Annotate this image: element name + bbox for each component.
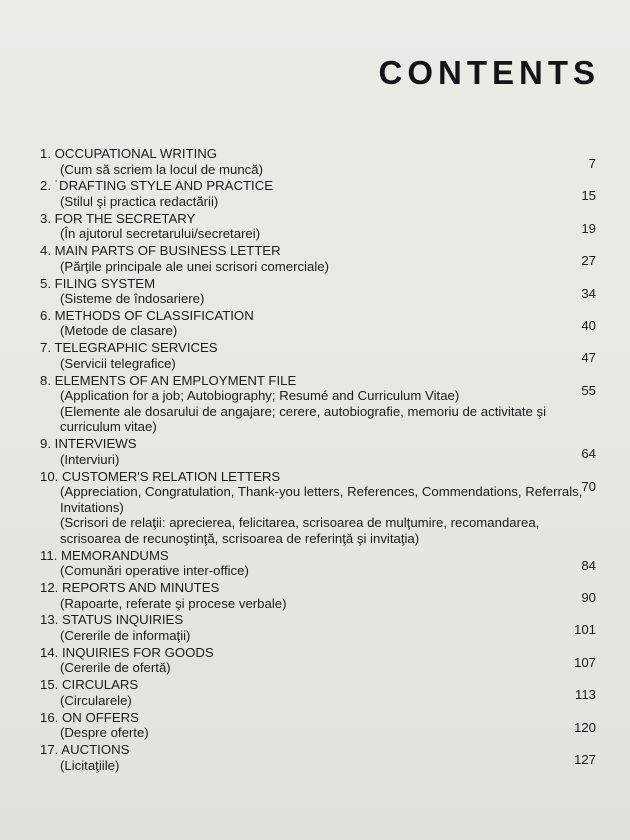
toc-entry-number: 8. [40,372,51,388]
toc-entry-heading [40,436,596,452]
toc-entry [40,710,596,741]
toc-entry [40,178,596,209]
toc-entry-number: 10. [40,468,59,484]
toc-entry-number: 14. [40,644,59,660]
toc-entry-number: 2. [40,178,51,194]
toc-page-number: 90 [581,590,596,606]
toc-entry-number: 7. [40,340,51,356]
toc-entry-number: 12. [40,580,59,596]
toc-entry-title: OCCUPATIONAL WRITING [51,146,218,161]
toc-entry-number: 6. [40,307,51,323]
toc-page-number: 55 [581,382,596,398]
toc-entry [40,612,596,643]
toc-entry-subtitle: (Servicii telegrafice) [60,355,176,371]
toc-entry [40,742,596,773]
toc-entry-title: AUCTIONS [58,741,130,757]
toc-entry-subtitle: (Circularele) [60,692,132,708]
toc-page-number: 7 [588,156,596,171]
toc-entry-subtitle: (Elemente ale dosarului de angajare; cerere, autobiografie, memoriu de activitate şi curriculum vitae) [60,403,547,435]
toc-entry-heading [40,469,596,485]
toc-entry [40,436,596,467]
toc-page-number: 64 [581,446,596,462]
toc-entry-title: REPORTS AND MINUTES [58,580,220,596]
toc-entry [40,677,596,708]
table-of-contents [40,146,596,774]
toc-page-number: 101 [573,622,596,638]
toc-entry-title: FOR THE SECRETARY [51,210,196,226]
toc-entry-title: CIRCULARS [58,677,139,693]
toc-entry-subtitle: (Părţile principale ale unei scrisori comerciale) [60,258,329,274]
toc-page-number: 127 [573,751,596,767]
toc-entry-heading [40,677,596,693]
toc-entry-title: ˙DRAFTING STYLE AND PRACTICE [51,178,274,194]
toc-entry-heading [40,580,596,596]
toc-entry-number: 9. [40,436,51,452]
toc-entry [40,373,596,435]
toc-entry-subtitle: (Scrisori de relaţii: aprecierea, felicitarea, scrisoarea de mulţumire, recomandarea, scrisoarea de recunoştinţă, scrisoarea de referinţă şi invitaţia) [60,515,540,546]
toc-entry-number: 1. [40,146,51,161]
toc-entry [40,308,596,339]
toc-entry-subtitle: (Despre oferte) [60,725,149,741]
toc-entry-title: TELEGRAPHIC SERVICES [51,340,218,356]
toc-entry-heading [40,340,596,356]
toc-page-number: 27 [581,253,596,269]
toc-entry-title: STATUS INQUIRIES [58,612,184,628]
toc-entry-title: INQUIRIES FOR GOODS [58,644,214,660]
toc-entry-heading [40,211,596,227]
toc-page-number: 19 [581,220,596,236]
toc-entry-title: MEMORANDUMS [57,547,169,563]
toc-page-number: 40 [581,317,596,333]
toc-page-number: 113 [574,687,596,703]
toc-entry-title: CUSTOMER'S RELATION LETTERS [58,468,281,484]
toc-entry-title: ELEMENTS OF AN EMPLOYMENT FILE [51,372,297,388]
toc-entry-number: 11. [40,547,58,563]
toc-entry-subtitle: (Metode de clasare) [60,323,178,339]
toc-entry-number: 16. [40,709,59,725]
toc-entry-heading [40,645,596,661]
toc-entry-title: MAIN PARTS OF BUSINESS LETTER [51,243,281,259]
toc-entry-number: 13. [40,612,59,628]
toc-page-number: 34 [581,285,596,301]
toc-entry-subtitle: (Rapoarte, referate şi procese verbale) [60,595,287,611]
toc-page-number: 15 [581,188,596,204]
toc-entry-heading [40,548,596,564]
toc-page-number: 70 [581,478,596,494]
toc-entry [40,548,596,579]
toc-page-number: 107 [573,654,596,670]
toc-entry-subtitle: (Application for a job; Autobiography; Resumé and Curriculum Vitae) [60,388,460,404]
toc-entry-subtitle: (Cum să scriem la locul de muncă) [60,161,264,177]
toc-entry-title: METHODS OF CLASSIFICATION [51,307,254,323]
toc-entry-heading [40,276,596,292]
toc-page-number: 84 [581,557,596,573]
toc-entry-title: INTERVIEWS [51,436,137,452]
toc-entry [40,580,596,611]
toc-entry-subtitle: (Comunări operative inter-office) [60,563,249,579]
toc-entry-number: 15. [40,677,59,693]
toc-page-number: 120 [573,719,596,735]
toc-entry-subtitle: (Stilul şi practica redactării) [60,193,219,209]
page-title: CONTENTS [378,54,600,91]
toc-entry-heading [40,612,596,628]
toc-entry-title: FILING SYSTEM [51,275,156,291]
toc-entry-heading [40,308,596,324]
toc-entry [40,146,596,177]
toc-entry [40,243,596,274]
toc-entry-subtitle: (În ajutorul secretarului/secretarei) [60,226,261,242]
toc-entry-subtitle: (Licitaţiile) [60,757,120,773]
toc-entry [40,340,596,371]
toc-entry-heading [40,178,596,194]
toc-entry-number: 4. [40,243,51,259]
toc-entry-subtitle: (Cererile de ofertă) [60,660,171,676]
toc-page-number: 47 [581,350,596,366]
toc-entry-subtitle: (Cererile de informaţii) [60,628,191,644]
toc-entry-subtitle: (Sisteme de îndosariere) [60,291,205,307]
toc-entry-number: 3. [40,210,51,226]
toc-entry-heading [40,710,596,726]
toc-entry [40,469,596,547]
toc-entry-number: 5. [40,275,51,291]
toc-entry-title: ON OFFERS [58,709,139,725]
toc-entry [40,211,596,242]
toc-entry-heading [40,742,596,758]
toc-entry-subtitle: (Interviuri) [60,451,120,467]
toc-entry [40,645,596,676]
toc-entry-heading [40,373,596,389]
toc-entry-heading [40,146,596,162]
toc-entry-subtitle: (Appreciation, Congratulation, Thank-you letters, References, Commendations, Referrals, Invitations) [60,484,583,515]
toc-entry-heading [40,243,596,259]
toc-entry-number: 17. [40,741,59,757]
toc-entry [40,276,596,307]
